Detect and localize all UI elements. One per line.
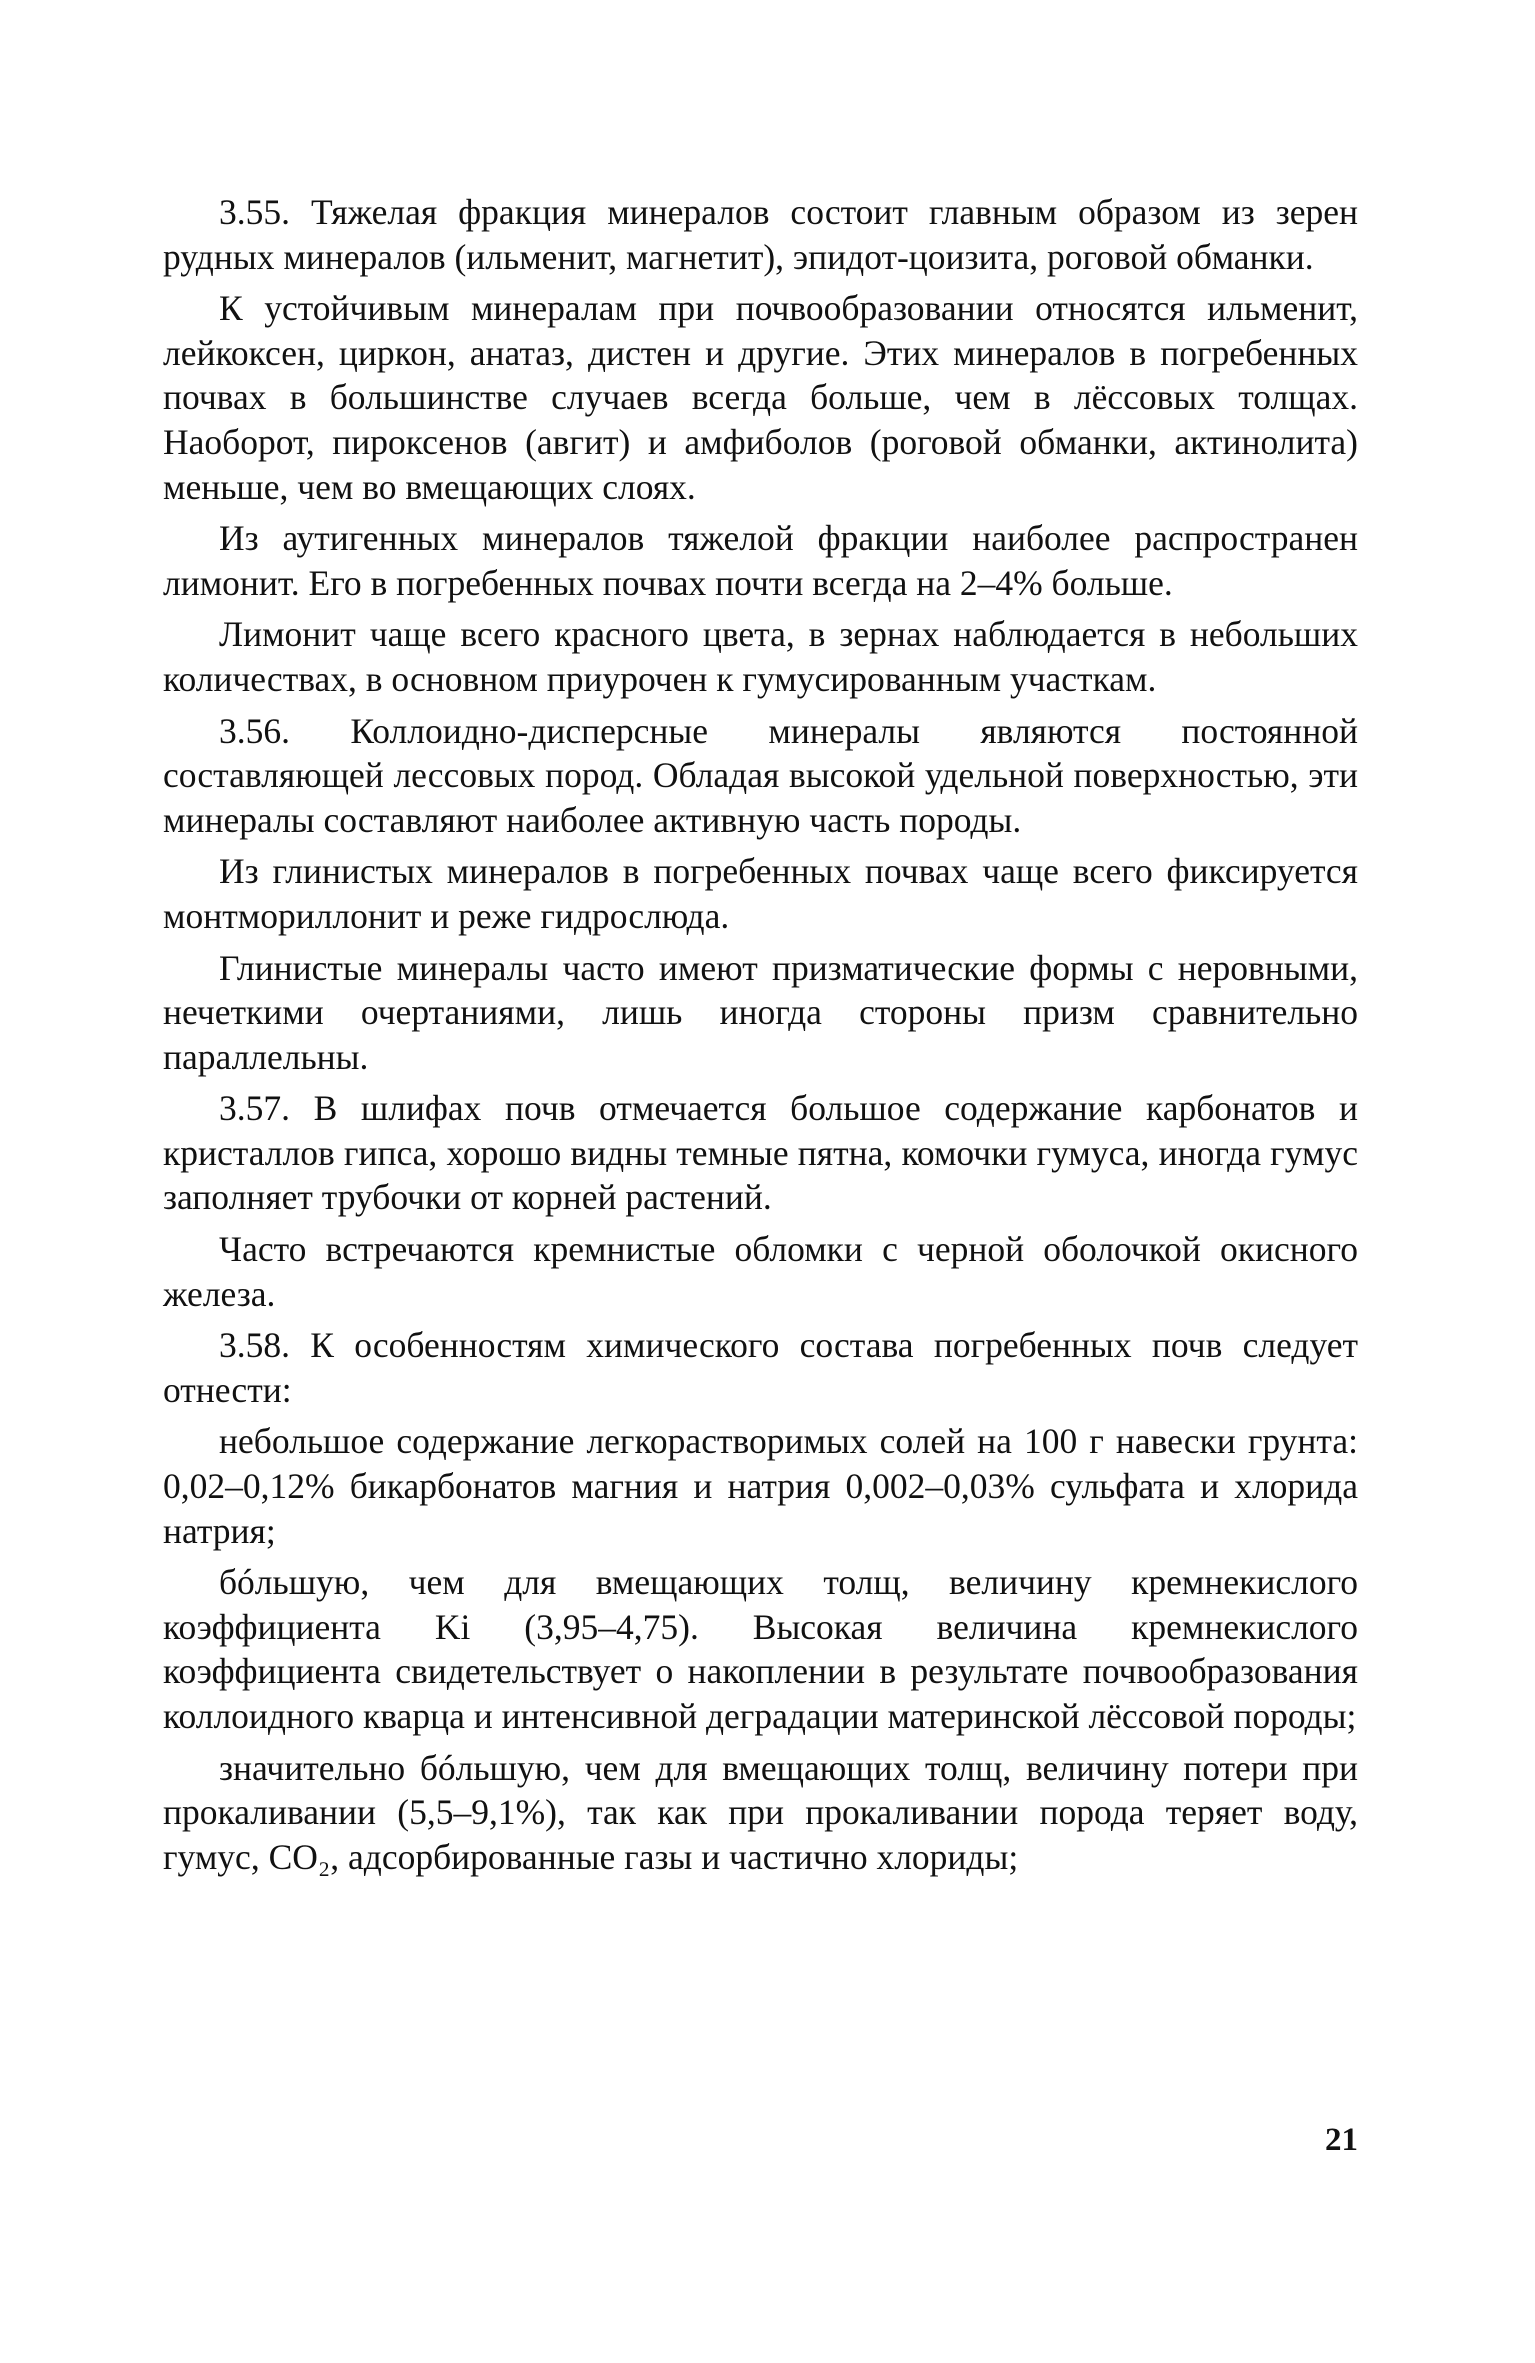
paragraph-authigenic-minerals: Из аутигенных минералов тяжелой фракции наиболее распространен лимонит. Его в погребенных почвах почти всегда на 2–4% больше. — [163, 518, 1358, 603]
paragraph-clay-forms: Глинистые минералы часто имеют призматические формы с неровными, нечеткими очертаниями, лишь иногда стороны призм сравнительно параллельны. — [163, 947, 1358, 1077]
paragraph-stable-minerals: К устойчивым минералам при почвообразовании относятся ильменит, лейкоксен, циркон, анатаз, дистен и другие. Этих минералов в погребенных почвах в большинстве случаев всегда больше, чем в лёссовых толщах. Наоборот, пироксенов (авгит) и амфиболов (роговой обманки, актинолита) меньше, чем во вмещающих слоях. — [163, 288, 1358, 507]
list-item-silica-coefficient: бóльшую, чем для вмещающих толщ, величину кремнекислого коэффициента Ki (3,95–4,75). Высокая величина кремнекислого коэффициента свидетельствует о накоплении в результате почвообразования коллоидного кварца и интенсивной деградации материнской лёссовой породы; — [163, 1562, 1358, 1736]
list-item-salts: небольшое содержание легкорастворимых солей на 100 г навески грунта: 0,02–0,12% бикарбонатов магния и натрия 0,002–0,03% сульфата и хлорида натрия; — [163, 1421, 1358, 1551]
page-number: 21 — [1325, 2122, 1358, 2158]
paragraph-3-55: 3.55. Тяжелая фракция минералов состоит главным образом из зерен рудных минералов (ильменит, магнетит), эпидот-цоизита, роговой обманки. — [163, 192, 1358, 277]
paragraph-clay-minerals: Из глинистых минералов в погребенных почвах чаще всего фиксируется монтмориллонит и реже гидрослюда. — [163, 851, 1358, 936]
paragraph-3-56: 3.56. Коллоидно-дисперсные минералы являются постоянной составляющей лессовых пород. Обладая высокой удельной поверхностью, эти минералы составляют наиболее активную часть породы. — [163, 710, 1358, 840]
page-text — [163, 190, 1358, 1886]
paragraph-siliceous-fragments: Часто встречаются кремнистые обломки с черной оболочкой окисного железа. — [163, 1229, 1358, 1314]
paragraph-3-57: 3.57. В шлифах почв отмечается большое содержание карбонатов и кристаллов гипса, хорошо видны темные пятна, комочки гумуса, иногда гумус заполняет трубочки от корней растений. — [163, 1088, 1358, 1218]
paragraph-3-58: 3.58. К особенностям химического состава погребенных почв следует отнести: — [163, 1325, 1358, 1410]
list-item-ignition-loss: значительно бóльшую, чем для вмещающих толщ, величину потери при прокаливании (5,5–9,1%), так как при прокаливании порода теряет воду, гумус, CO₂, адсорбированные газы и частично хлориды; — [163, 1747, 1358, 1877]
paragraph-limonite: Лимонит чаще всего красного цвета, в зернах наблюдается в небольших количествах, в основном приурочен к гумусированным участкам. — [163, 614, 1358, 699]
